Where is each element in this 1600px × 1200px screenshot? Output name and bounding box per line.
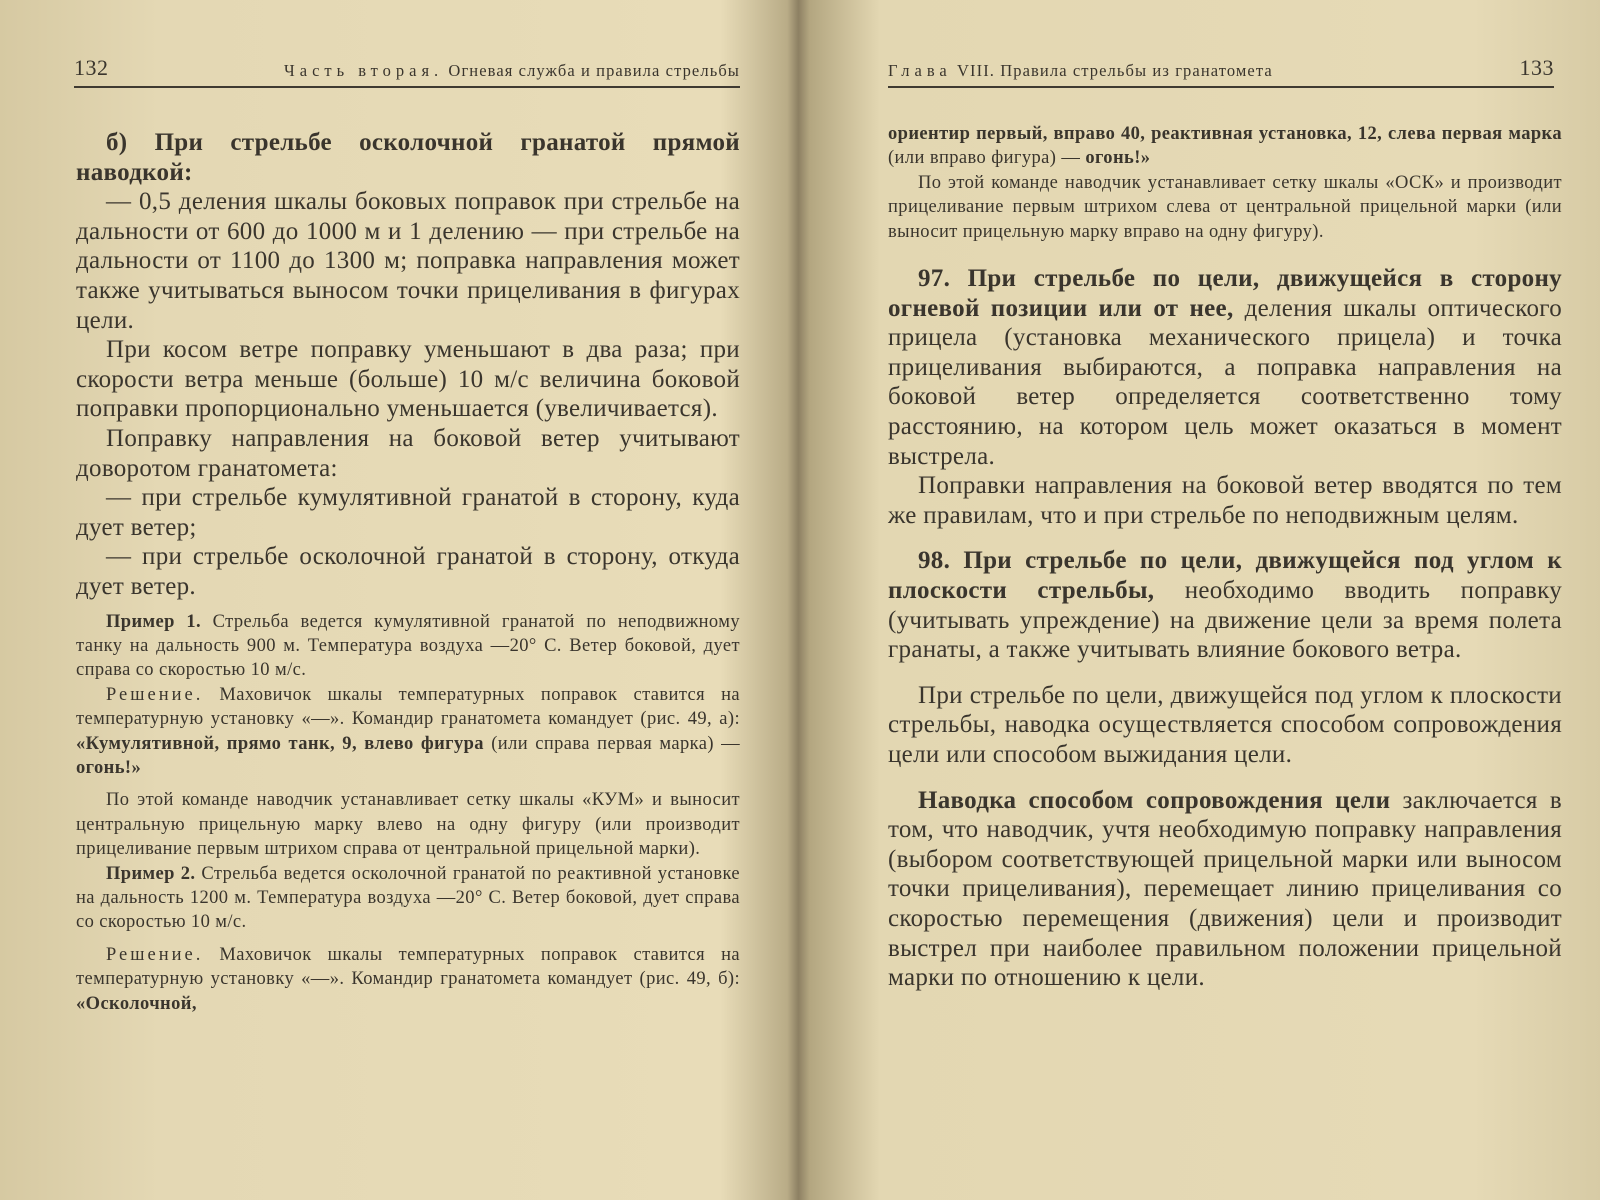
- solution-1-text: Маховичок шкалы температурных поправок ставится на температурную установку «—». Командир гранатомета командует (рис. 49, а):: [76, 684, 740, 730]
- left-column: [76, 128, 740, 1016]
- right-page-number: 133: [1519, 55, 1554, 80]
- example-2: [76, 862, 740, 935]
- section-97: [888, 264, 1562, 471]
- paragraph: При косом ветре поправку уменьшают в два раза; при скорости ветра меньше (больше) 10 м/с величина боковой поправки пропорционально уменьшается (увеличивается).: [76, 336, 740, 423]
- solution-1-label: Решение.: [106, 684, 204, 705]
- continued-command: ориентир первый, вправо 40, реактивная установка, 12, слева первая марка: [888, 124, 1562, 144]
- continued-command-end: огонь!»: [1085, 148, 1151, 169]
- example-1: [76, 610, 740, 683]
- right-header-title: VIII. Правила стрельбы из гранатомета: [957, 61, 1273, 80]
- right-page: [800, 0, 1600, 1200]
- solution-2-command: «Осколочной,: [76, 993, 197, 1014]
- tracking-method-term: Наводка способом сопровождения цели: [918, 786, 1391, 814]
- left-header: [284, 61, 740, 81]
- left-running-head: [74, 46, 740, 88]
- tracking-method-text: заключается в том, что наводчик, учтя необходимую поправку направления (выбором соответствующей прицельной марки или выносом точки прицеливания), перемещает линию прицеливания со скоростью перемещения (движения) цели и производит выстрел при наиболее правильном положении прицельной марки по отношению к цели.: [888, 786, 1562, 992]
- section-98: [888, 546, 1562, 664]
- example-2-label: Пример 2.: [106, 863, 196, 884]
- solution-1-tail: (или справа первая марка) —: [491, 733, 741, 754]
- example-2-text: Стрельба ведется осколочной гранатой по реактивной установке на дальность 1200 м. Температура воздуха —20° С. Ветер боковой, дует справа со скоростью 10 м/с.: [76, 863, 741, 933]
- paragraph: По этой команде наводчик устанавливает сетку шкалы «КУМ» и выносит центральную прицельную марку влево на одну фигуру (или производит прицеливание первым штрихом справа от центральной прицельной марки).: [76, 790, 740, 860]
- paragraph: — 0,5 деления шкалы боковых поправок при стрельбе на дальности от 600 до 1000 м и 1 делению — при стрельбе на дальности от 1100 до 1300 м; поправка направления может также учитываться выносом точки прицеливания в фигурах цели.: [76, 188, 740, 334]
- paragraph: При стрельбе по цели, движущейся под углом к плоскости стрельбы, наводка осуществляется способом сопровождения цели или способом выжидания цели.: [888, 681, 1562, 768]
- solution-1-command: «Кумулятивной, прямо танк, 9, влево фигура: [76, 733, 484, 754]
- right-running-head: [888, 46, 1554, 88]
- continued-command-tail: (или вправо фигура) —: [888, 148, 1081, 169]
- right-header-chapter: Глава: [888, 61, 952, 80]
- solution-2: [76, 943, 740, 1016]
- solution-2-text: Маховичок шкалы температурных поправок ставится на температурную установку «—». Командир гранатомета командует (рис. 49, б):: [76, 944, 740, 990]
- right-header: [888, 61, 1273, 81]
- solution-1: [76, 683, 740, 781]
- section-98-heading: 98. При стрельбе по цели, движущейся под углом к плоскости стрельбы,: [888, 547, 1562, 604]
- example-1-label: Пример 1.: [106, 611, 202, 632]
- section-98-text: необходимо вводить поправку (учитывать упреждение) на движение цели за время полета гранаты, а также учитывать влияние бокового ветра.: [888, 576, 1562, 664]
- left-header-title: Огневая служба и правила стрельбы: [448, 61, 740, 80]
- section-97-heading: 97. При стрельбе по цели, движущейся в сторону огневой позиции или от нее,: [888, 265, 1562, 322]
- paragraph-tracking-method: [888, 786, 1562, 993]
- paragraph: — при стрельбе кумулятивной гранатой в сторону, куда дует ветер;: [76, 484, 740, 541]
- section-97-text: деления шкалы оптического прицела (установка механического прицела) и точка прицеливания выбираются, а поправка направления на боковой ветер определяется соответственно тому расстоянию, на котором цель может оказаться в момент выстрела.: [888, 294, 1562, 470]
- paragraph: Поправку направления на боковой ветер учитывают доворотом гранатомета:: [76, 424, 740, 482]
- solution-2-label: Решение.: [106, 944, 204, 965]
- paragraph: Поправки направления на боковой ветер вводятся по тем же правилам, что и при стрельбе по неподвижным целям.: [888, 472, 1562, 529]
- left-header-part: Часть вторая.: [284, 61, 444, 80]
- paragraph: По этой команде наводчик устанавливает сетку шкалы «ОСК» и производит прицеливание первым штрихом слева от центральной прицельной марки (или выносит прицельную марку вправо на одну фигуру).: [888, 172, 1562, 242]
- right-column: [888, 122, 1562, 993]
- subsection-b-heading: б) При стрельбе осколочной гранатой прямой наводкой:: [76, 129, 740, 186]
- solution-1-command-end: огонь!»: [76, 757, 142, 778]
- example-1-text: Стрельба ведется кумулятивной гранатой по неподвижному танку на дальность 900 м. Температура воздуха —20° С. Ветер боковой, дует справа со скоростью 10 м/с.: [76, 611, 740, 681]
- paragraph: — при стрельбе осколочной гранатой в сторону, откуда дует ветер.: [76, 543, 740, 600]
- left-page-number: 132: [74, 55, 109, 80]
- command-continuation: [888, 122, 1562, 171]
